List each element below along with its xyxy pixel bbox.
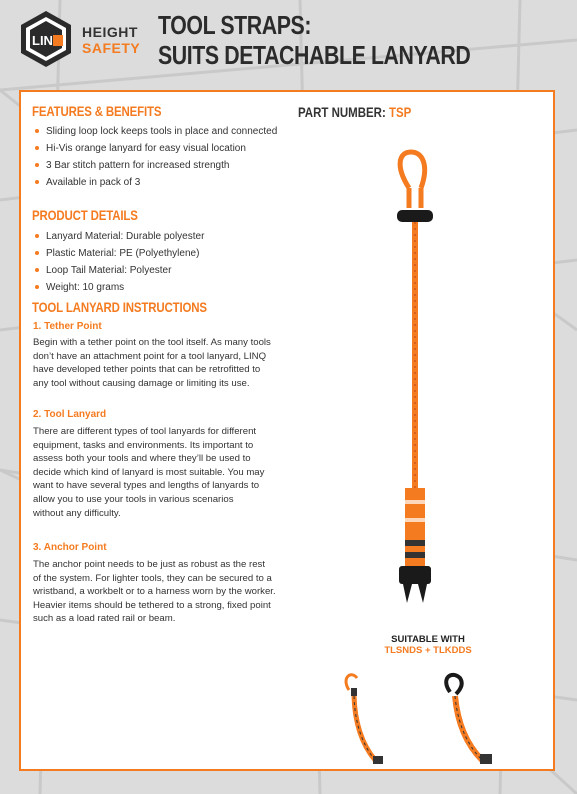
text-line: want to have several types and lengths of lanyards to: [33, 480, 260, 492]
part-number-value: TSP: [388, 104, 412, 120]
list-item: Loop Tail Material: Polyester: [33, 263, 293, 280]
text-line: of the system. For lighter tools, they can be secured to a: [33, 572, 272, 584]
list-item: Hi-Vis orange lanyard for easy visual location: [33, 141, 293, 158]
linq-logo: [17, 9, 75, 69]
features-list: [33, 124, 293, 192]
text-line: have developed tether points that can be retrofitted to: [33, 364, 261, 376]
title-line1: TOOL STRAPS:: [158, 10, 312, 40]
svg-text:LIN: LIN: [32, 33, 53, 48]
details-heading: PRODUCT DETAILS: [32, 207, 138, 223]
list-item: Weight: 10 grams: [33, 280, 293, 297]
wrist-lanyard-image: [335, 668, 395, 768]
instructions-heading: TOOL LANYARD INSTRUCTIONS: [32, 299, 207, 315]
text-line: There are different types of tool lanyards for different: [33, 426, 257, 437]
text-line: don’t have an attachment point for a tool lanyard, LINQ: [33, 350, 267, 362]
text-line: Begin with a tether point on the tool itself. As many tools: [33, 337, 271, 348]
text-line: such as a load rated rail or beam.: [33, 613, 176, 625]
step-3-text: [33, 558, 303, 626]
suitable-label: SUITABLE WITH: [391, 634, 465, 645]
page-title: [158, 10, 470, 70]
step-1-text: [33, 336, 303, 390]
suitable-models: TLSNDS + TLKDDS: [384, 645, 472, 656]
step-2-text: [33, 425, 303, 520]
text-line: The anchor point needs to be just as robust as the rest: [33, 559, 265, 570]
text-line: any tool without causing damage or limiting its use.: [33, 377, 250, 389]
text-line: assess both your tools and where they’ll be used to: [33, 453, 251, 465]
brand-line1: HEIGHT: [82, 24, 138, 40]
hook-lanyard-image: [430, 668, 500, 768]
list-item: Plastic Material: PE (Polyethylene): [33, 246, 293, 263]
text-line: Heavier items should be tethered to a strong, fixed point: [33, 599, 271, 611]
suitable-with: [358, 634, 498, 656]
title-line2: SUITS DETACHABLE LANYARD: [158, 40, 471, 70]
list-item: Sliding loop lock keeps tools in place and connected: [33, 124, 293, 141]
text-line: allow you to use your tools in various scenarios: [33, 493, 234, 505]
brand-name: [82, 24, 140, 56]
part-number-label: PART NUMBER:: [298, 104, 386, 120]
step-1-title: 1. Tether Point: [33, 321, 102, 332]
features-heading: FEATURES & BENEFITS: [32, 103, 162, 119]
brand-line2: SAFETY: [82, 40, 141, 56]
text-line: decide which kind of lanyard is most suitable. You may: [33, 466, 265, 478]
part-number: [298, 104, 411, 120]
tool-strap-product-image: [385, 148, 445, 618]
details-list: [33, 229, 293, 297]
list-item: Lanyard Material: Durable polyester: [33, 229, 293, 246]
step-3-title: 3. Anchor Point: [33, 542, 107, 553]
header: [0, 0, 577, 88]
step-2-title: 2. Tool Lanyard: [33, 409, 107, 420]
list-item: 3 Bar stitch pattern for increased strength: [33, 158, 293, 175]
text-line: equipment, tasks and environments. Its important to: [33, 439, 254, 451]
text-line: without any difficulty.: [33, 507, 121, 519]
text-line: wristband, a workbelt or to a harness worn by the worker.: [33, 586, 276, 598]
list-item: Available in pack of 3: [33, 175, 293, 192]
